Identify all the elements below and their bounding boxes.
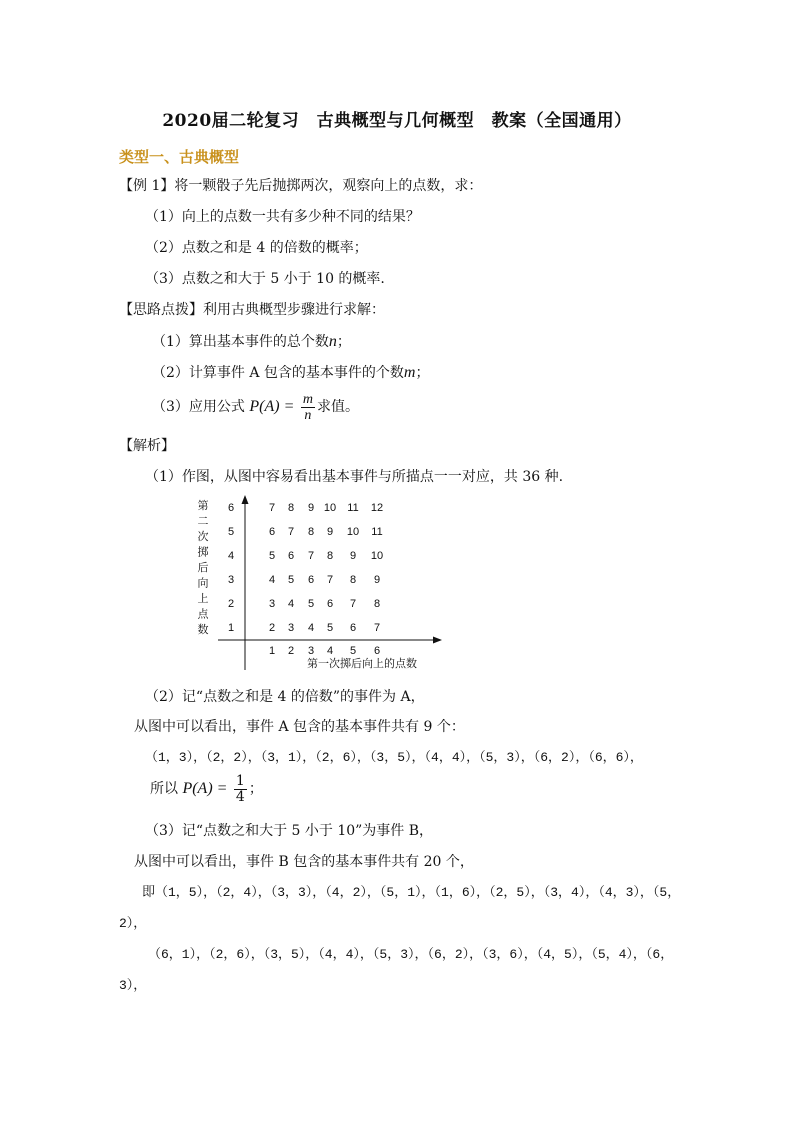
x-axis-label: 第一次掷后向上的点数 — [307, 658, 417, 670]
grid-cell: 7 — [373, 622, 381, 634]
y-tick-label: 6 — [227, 502, 235, 514]
grid-cell: 3 — [268, 598, 276, 610]
grid-cell: 4 — [268, 574, 276, 586]
result-formula-left: P(A) = — [182, 780, 228, 797]
grid-cell: 6 — [326, 598, 334, 610]
grid-cell: 6 — [307, 574, 315, 586]
grid-cell: 11 — [347, 502, 359, 514]
grid-cell: 6 — [287, 550, 295, 562]
example-question-3: （3）点数之和大于 5 小于 10 的概率. — [145, 271, 385, 287]
grid-cell: 7 — [268, 502, 276, 514]
hint-label: 【思路点拨】 — [119, 302, 203, 318]
x-axis-arrow — [433, 637, 442, 644]
fraction-numerator: m — [302, 391, 313, 407]
y-tick-label: 4 — [227, 550, 235, 562]
hint-step-2 — [152, 364, 429, 382]
result-prefix: 所以 — [150, 781, 178, 797]
grid-cell: 8 — [307, 526, 315, 538]
solution-part-3-list-1b: 2）， — [119, 916, 147, 931]
example-question-1: （1）向上的点数一共有多少种不同的结果？ — [145, 209, 420, 225]
grid-cell: 2 — [268, 622, 276, 634]
solution-part-2-list: （1，3），（2，2），（3，1），（2，6），（3，5），（4，4），（5，3），（6，2），（6，6）， — [145, 750, 643, 765]
y-axis-label-char: 点 — [197, 608, 209, 621]
x-tick-label: 6 — [373, 645, 381, 657]
grid-cell: 8 — [349, 574, 357, 586]
grid-cell: 12 — [370, 502, 384, 514]
grid-cell: 5 — [326, 622, 334, 634]
y-axis-label-char: 次 — [197, 531, 209, 543]
hint-step-1 — [152, 333, 351, 351]
grid-cell: 6 — [268, 526, 276, 538]
y-axis-label-char: 二 — [197, 515, 209, 528]
solution-label: 【解析】 — [119, 438, 175, 454]
hint-step-3 — [152, 390, 359, 424]
solution-part-3-list-1a: 即（1，5），（2，4），（3，3），（4，2），（5，1），（1，6），（2，5），（3，4），（4，3），（5， — [142, 885, 681, 900]
x-tick-label: 5 — [349, 645, 357, 657]
grid-cell: 4 — [287, 598, 295, 610]
x-tick-label: 1 — [268, 645, 276, 657]
result-numerator: 1 — [235, 772, 245, 789]
hint-step-1-text: （1）算出基本事件的总个数 — [152, 334, 329, 350]
solution-part-3-count: 从图中可以看出，事件 B 包含的基本事件共有 20 个， — [134, 854, 474, 870]
hint-line — [119, 301, 385, 319]
grid-cell: 9 — [326, 526, 334, 538]
solution-part-2-count: 从图中可以看出，事件 A 包含的基本事件共有 9 个： — [134, 719, 465, 735]
grid-cell: 8 — [373, 598, 381, 610]
y-axis-label-char: 掷 — [197, 546, 209, 559]
grid-cell: 4 — [307, 622, 315, 634]
y-axis-arrow — [242, 495, 249, 504]
y-axis-label — [198, 499, 210, 636]
grid-cell: 9 — [307, 502, 315, 514]
hint-step-2-end: ； — [415, 365, 430, 381]
section-heading: 类型一、古典概型 — [119, 148, 240, 166]
y-tick-label: 5 — [227, 526, 235, 538]
grid-cell: 9 — [373, 574, 381, 586]
solution-part-3-intro: （3）记“点数之和大于 5 小于 10”为事件 B， — [145, 823, 434, 839]
example-label: 【例 1】 — [119, 178, 175, 194]
y-tick-label: 2 — [227, 598, 235, 610]
grid-cell: 7 — [349, 598, 357, 610]
hint-step-3-end: 求值。 — [316, 399, 359, 415]
fraction — [301, 392, 315, 423]
grid-cell: 5 — [307, 598, 315, 610]
grid-cell: 10 — [346, 526, 360, 538]
grid-cell: 10 — [323, 502, 337, 514]
y-tick-label: 3 — [227, 574, 235, 586]
grid-cell: 8 — [287, 502, 295, 514]
example-stem: 将一颗骰子先后抛掷两次，观察向上的点数，求： — [174, 178, 483, 194]
grid-cell: 9 — [349, 550, 357, 562]
result-denominator: 4 — [235, 788, 245, 805]
hint-step-2-text: （2）计算事件 A 包含的基本事件的个数 — [152, 365, 404, 381]
solution-part-3-list-2a: （6，1），（2，6），（3，5），（4，4），（5，3），（6，2），（3，6），（4，5），（5，4），（6， — [148, 947, 674, 962]
solution-part-1: （1）作图，从图中容易看出基本事件与所描点一一对应，共 36 种. — [145, 469, 564, 485]
y-axis-label-char: 第 — [197, 500, 209, 512]
outcome-grid-diagram — [190, 492, 450, 674]
grid-cell: 5 — [287, 574, 295, 586]
y-axis-label-char: 向 — [197, 577, 209, 590]
grid-cell: 6 — [349, 622, 357, 634]
hint-step-1-var: n — [328, 333, 337, 350]
hint-step-3-text: （3）应用公式 — [152, 399, 245, 415]
grid-cell: 5 — [268, 550, 276, 562]
hint-step-1-end: ； — [336, 334, 351, 350]
x-tick-label: 2 — [287, 645, 295, 657]
solution-part-3-list-2b: 3）， — [119, 978, 147, 993]
grid-cell: 3 — [287, 622, 295, 634]
solution-part-2-intro: （2）记“点数之和是 4 的倍数”的事件为 A， — [145, 689, 425, 705]
hint-step-2-var: m — [403, 364, 416, 381]
example-question-2: （2）点数之和是 4 的倍数的概率； — [145, 240, 368, 256]
grid-cell: 7 — [307, 550, 315, 562]
y-axis-label-char: 后 — [197, 562, 209, 574]
formula-left: P(A) = — [249, 398, 295, 415]
y-tick-label: 1 — [227, 622, 235, 634]
y-axis-label-char: 上 — [197, 593, 209, 605]
grid-cell: 7 — [287, 526, 295, 538]
y-axis-ticks — [228, 502, 234, 634]
document-title: 2020届二轮复习 古典概型与几何概型 教案（全国通用） — [162, 111, 632, 131]
hint-text: 利用古典概型步骤进行求解： — [203, 302, 385, 318]
grid-cell: 10 — [370, 550, 384, 562]
grid-cell: 7 — [326, 574, 334, 586]
grid-cell: 8 — [326, 550, 334, 562]
solution-part-2-result — [150, 772, 263, 806]
example-line — [119, 177, 482, 195]
grid-cell: 11 — [371, 526, 383, 538]
fraction-denominator: n — [304, 407, 312, 423]
result-end: ； — [248, 781, 263, 797]
y-axis-label-char: 数 — [197, 624, 209, 636]
x-tick-label: 4 — [326, 645, 334, 657]
grid-cells — [269, 502, 383, 634]
x-axis-ticks — [269, 645, 380, 657]
result-fraction — [234, 774, 247, 805]
x-tick-label: 3 — [307, 645, 315, 657]
